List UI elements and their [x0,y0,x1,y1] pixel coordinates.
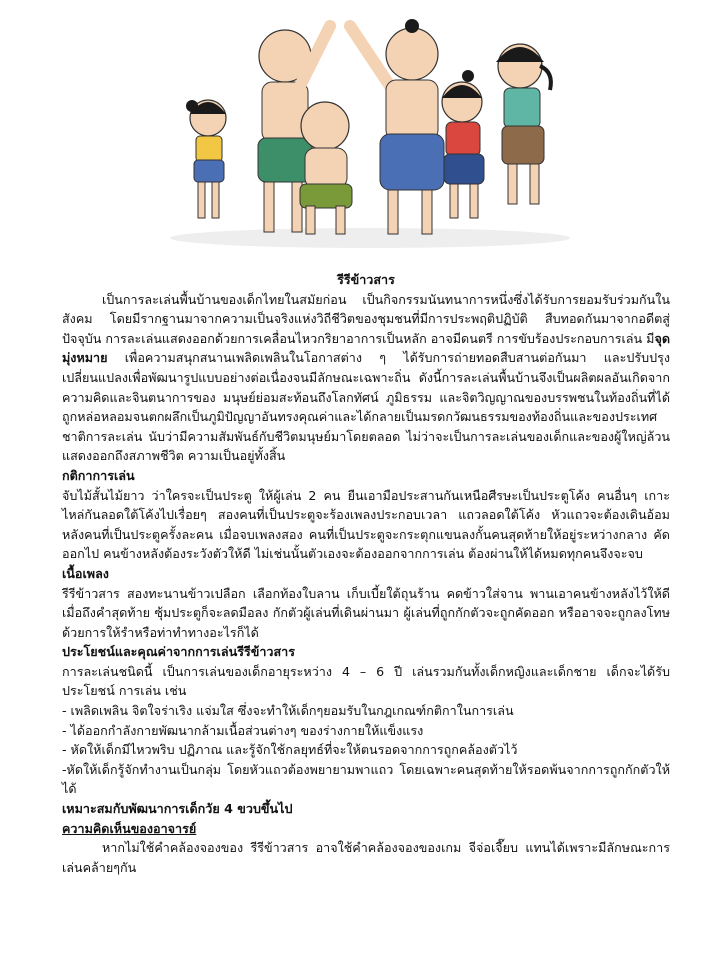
girl-left-figure [186,100,226,218]
boy-middle-figure [300,102,352,234]
benefit-item: -หัดให้เด็กรู้จักทำงานเป็นกลุ่ม โดยหัวแถวต้องพยายามพาแถว โดยเฉพาะคนสุดท้ายให้รอดพ้นจากการถูกกักตัวให้ได้ [62,761,670,797]
children-playing-illustration [150,6,590,256]
girl-red-shirt-figure [442,70,484,218]
opinion-text: หากไม่ใช้คำคล้องจองของ รีรีข้าวสาร อาจใช้คำคล้องจองของเกม จีจ่อเจี๊ยบ แทนได้เพราะมีลักษณะการเล่นคล้ายๆกัน [62,840,670,875]
benefit-item: - เพลิดเพลิน จิตใจร่าเริง แจ่มใส ซึ่งจะทำให้เด็กๆยอมรับในกฎเกณฑ์กติกาในการเล่น [62,703,514,719]
benefits-heading: ประโยชน์และคุณค่าจากการเล่นรีรีข้าวสาร [62,644,295,660]
suitability-line: เหมาะสมกับพัฒนาการเด็กวัย 4 ขวบขึ้นไป [62,801,293,817]
lyrics-heading: เนื้อเพลง [62,565,109,581]
benefits-intro: การละเล่นชนิดนี้ เป็นการเล่นของเด็กอายุระหว่าง 4 – 6 ปี เล่นรวมกันทั้งเด็กหญิงและเด็กชาย เด็กจะได้รับประโยชน์ การเล่น เช่น [62,663,670,699]
benefit-item: - ได้ออกกำลังกายพัฒนากล้ามเนื้อส่วนต่างๆ ของร่างกายให้แข็งแรง [62,722,424,738]
document-content [62,270,670,877]
girl-right-figure [496,44,551,204]
document-title: รีรีข้าวสาร [337,272,395,287]
rules-text: จับไม้สั้นไม้ยาว ว่าใครจะเป็นประตู ให้ผู้เล่น 2 คน ยืนเอามือประสานกันเหนือศีรษะเป็นประตูโค้ง คนอื่นๆ เกาะไหล่กันลอดใต้โค้งไปเรื่อยๆ สองคนที่เป็นประตูจะร้องเพลงประกอบเวลา แถวลอดใต้โค้ง หัวแถวจะต้องเดินอ้อมหลังคนที่เป็นประตูครั้งละคน เมื่อจบเพลงสอง คนที่เป็นประตูจะกระตุกแขนลงกั้นคนสุดท้ายให้อยู่ระหว่างกลาง คัดออกไป คนข้างหลังต้องระวังตัวให้ดี ไม่เช่นนั้นตัวเองจะต้องออกจากการเล่น ต้องผ่านให้ได้หมดทุกคนจึงจะจบ [62,487,670,562]
intro-bold-term: จุดมุ่งหมาย [62,330,670,366]
opinion-heading: ความคิดเห็นของอาจารย์ [62,820,197,836]
benefit-item: - หัดให้เด็กมีไหวพริบ ปฏิภาณ และรู้จักใช้กลยุทธ์ที่จะให้ตนรอดจากการถูกคล้องตัวไว้ [62,742,518,758]
lyrics-text: รีรีข้าวสาร สองทะนานข้าวเปลือก เลือกท้องใบลาน เก็บเบี้ยใต้ถุนร้าน คดข้าวใส่จาน พานเอาคนข้างหลังไว้ให้ดี เมื่อถึงคำสุดท้าย ซุ้มประตูก็จะลดมือลง กักตัวผู้เล่นที่เดินผ่านมา ผู้เล่นที่ถูกกักตัวจะถูกคัดออก หรืออาจจะถูกลงโทษด้วยการให้รำหรือท่าทำทางอะไรก็ได้ [62,585,670,640]
intro-paragraph [62,290,670,466]
rules-heading: กติกาการเล่น [62,467,135,483]
intro-text-part1: เป็นการละเล่นพื้นบ้านของเด็กไทยในสมัยก่อน เป็นกิจกรรมนันทนาการหนึ่งซึ่งได้รับการยอมรับร่วมกันในสังคม โดยมีรากฐานมาจากความเป็นจริงแห่งวิถีชีวิตของชุมชนที่มีการประพฤติปฏิบัติ สืบทอดกันมาจากอดีตสู่ปัจจุบัน การละเล่นแสดงออกด้วยการเคลื่อนไหวกริยาอาการเป็นหลัก อาจมีดนตรี การขับร้องประกอบการเล่น มี [62,291,670,346]
boy-gate-right-figure [350,19,444,234]
intro-text-part2: เพื่อความสนุกสนานเพลิดเพลินในโอกาสต่าง ๆ ได้รับการถ่ายทอดสืบสานต่อกันมา และปรับปรุงเปลี่ยนแปลงเพื่อพัฒนารูปแบบอย่างต่อเนื่องจนมีลักษณะเฉพาะถิ่น ดังนี้การละเล่นพื้นบ้านจึงเป็นผลิตผลอันเกิดจากความคิดและจินตนาการของ มนุษย์ย่อมสะท้อนถึงโลกทัศน์ ภูมิธรรม และจิตวิญญาณของบรรพชนในท้องถิ่นที่ได้ถูกหล่อหลอมจนตกผลึกเป็นภูมิปัญญาอันทรงคุณค่าและได้กลายเป็นมรดกวัฒนธรรมของท้องถิ่นและของประเทศชาติการละเล่น นับว่ามีความสัมพันธ์กับชีวิตมนุษย์มาโดยตลอด ไม่ว่าจะเป็นการละเล่นของเด็กและของผู้ใหญ่ล้วนแสดงออกถึงสภาพชีวิต ความเป็นอยู่ทั้งสิ้น [62,350,670,464]
